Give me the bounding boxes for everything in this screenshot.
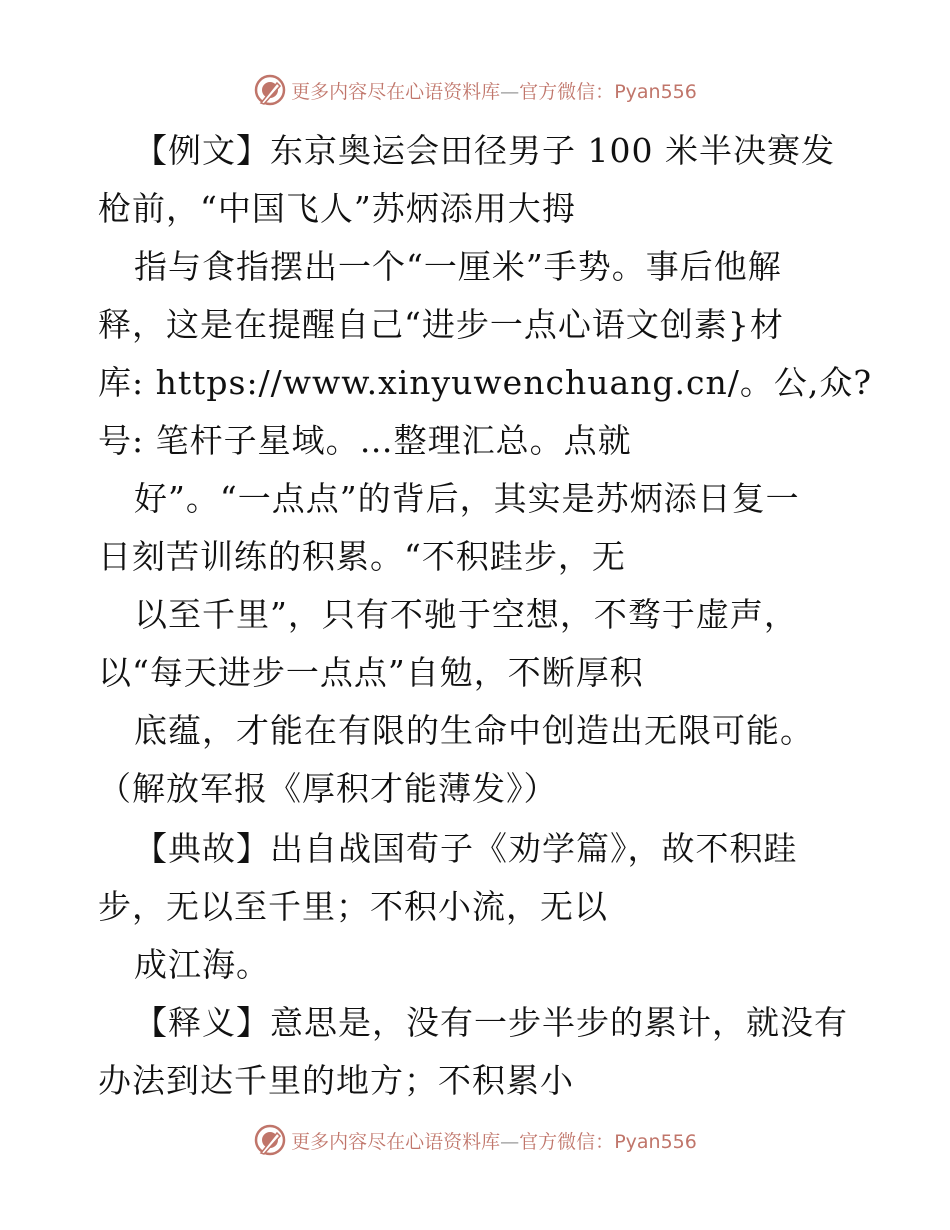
text-line: （解放军报《厚积才能薄发》） bbox=[98, 769, 558, 808]
text-line: 号: 笔杆子星域。…整理汇总。点就 bbox=[98, 421, 632, 460]
text-line: 指与食指摆出一个“一厘米”手势。事后他解 bbox=[134, 247, 782, 286]
text-line: 库: https://www.xinyuwenchuang.cn/。公,众? bbox=[98, 363, 873, 402]
text-line: 【典故】出自战国荀子《劝学篇》，故不积跬 bbox=[134, 829, 798, 868]
watermark-text: 更多内容尽在心语资料库—官方微信：Pyan556 bbox=[291, 1130, 697, 1153]
text-line: 好”。“一点点”的背后，其实是苏炳添日复一 bbox=[134, 479, 800, 518]
header-watermark bbox=[0, 68, 950, 112]
text-line: 成江海。 bbox=[134, 945, 270, 984]
watermark-text: 更多内容尽在心语资料库—官方微信：Pyan556 bbox=[291, 80, 697, 103]
text-line: 【释义】意思是，没有一步半步的累计，就没有 bbox=[134, 1003, 848, 1042]
text-line: 以“每天进步一点点”自勉，不断厚积 bbox=[98, 653, 644, 692]
pen-logo-icon bbox=[253, 1123, 287, 1157]
text-line: 【例文】东京奥运会田径男子 100 米半决赛发 bbox=[134, 131, 835, 170]
text-line: 办法到达千里的地方；不积累小 bbox=[98, 1061, 574, 1100]
text-line: 底蕴，才能在有限的生命中创造出无限可能。 bbox=[134, 711, 814, 750]
text-line: 释，这是在提醒自己“进步一点心语文创素}材 bbox=[98, 305, 784, 344]
footer-watermark bbox=[0, 1118, 950, 1162]
text-line: 步，无以至千里；不积小流，无以 bbox=[98, 887, 608, 926]
text-line: 以至千里”，只有不驰于空想，不骛于虚声， bbox=[134, 595, 798, 634]
text-line: 枪前，“中国飞人”苏炳添用大拇 bbox=[98, 189, 576, 228]
text-line: 日刻苦训练的积累。“不积跬步，无 bbox=[98, 537, 626, 576]
pen-logo-icon bbox=[253, 73, 287, 107]
